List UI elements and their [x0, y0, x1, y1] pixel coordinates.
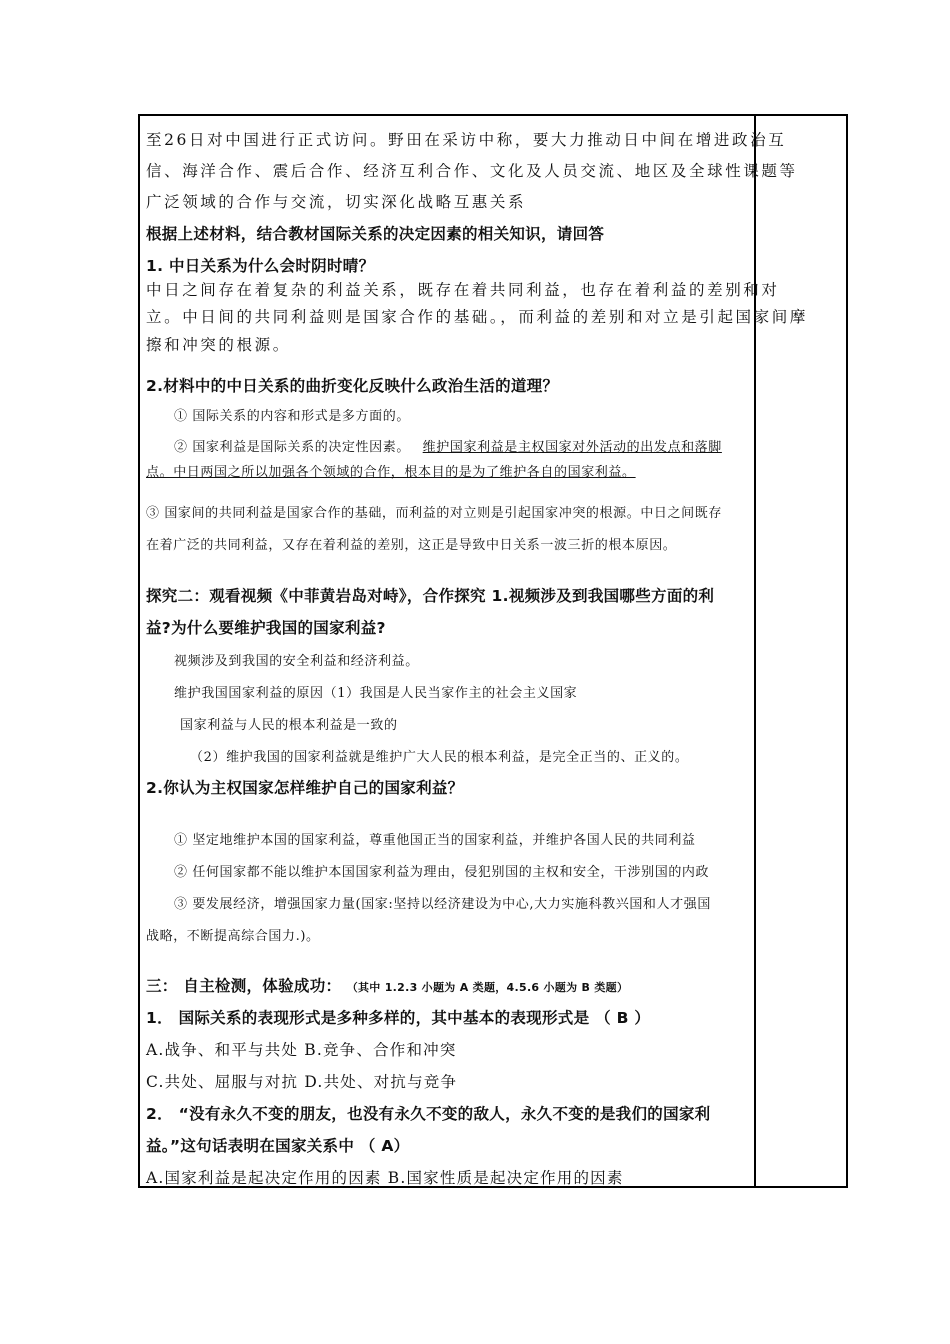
section-3-note: （其中 1.2.3 小题为 A 类题，4.5.6 小题为 B 类题）: [346, 981, 629, 994]
explore-2-title: 益?为什么要维护我国的国家利益?: [146, 619, 386, 637]
column-divider: [754, 114, 756, 1188]
answer-line: 立。中日间的共同利益则是国家合作的基础。，而利益的差别和对立是引起国家间摩: [146, 308, 808, 326]
question-1-title: 1. 中日关系为什么会时阴时晴？: [146, 257, 375, 275]
section-3-heading: 三： 自主检测，体验成功：: [146, 977, 342, 995]
section-3-heading-row: [146, 974, 628, 996]
intro-line: 信、海洋合作、震后合作、经济互利合作、文化及人员交流、地区及全球性课题等: [146, 162, 798, 180]
answer-line: 擦和冲突的根源。: [146, 336, 291, 354]
test-question-2: 2． “没有永久不变的朋友，也没有永久不变的敌人，永久不变的是我们的国家利: [146, 1105, 711, 1123]
point-line: 在着广泛的共同利益，又存在着利益的差别，这正是导致中日关系一波三折的根本原因。: [146, 538, 677, 553]
intro-line: 广泛领域的合作与交流，切实深化战略互惠关系: [146, 193, 527, 211]
answer-line: 维护我国国家利益的原因（1）我国是人民当家作主的社会主义国家: [174, 686, 578, 701]
point-line: ② 任何国家都不能以维护本国国家利益为理由，侵犯别国的主权和安全，干涉别国的内政: [174, 865, 710, 880]
answer-line: 国家利益与人民的根本利益是一致的: [180, 718, 398, 733]
point-line: ① 坚定地维护本国的国家利益，尊重他国正当的国家利益，并维护各国人民的共同利益: [174, 833, 696, 848]
prompt-heading: 根据上述材料，结合教材国际关系的决定因素的相关知识，请回答: [146, 225, 605, 243]
test-question-1: 1． 国际关系的表现形式是多种多样的，其中基本的表现形式是 （ B ）: [146, 1009, 651, 1027]
point-line: ① 国际关系的内容和形式是多方面的。: [174, 409, 410, 424]
option-line: A.战争、和平与共处 B.竞争、合作和冲突: [146, 1041, 457, 1059]
explore-2-title: 探究二：观看视频《中菲黄岩岛对峙》，合作探究 1.视频涉及到我国哪些方面的利: [146, 587, 715, 605]
intro-line: 至26日对中国进行正式访问。野田在采访中称，要大力推动日中间在增进政治互: [146, 131, 787, 149]
point-line: 战略，不断提高综合国力.)。: [146, 929, 320, 944]
point-line: [174, 436, 722, 455]
point-line: ③ 国家间的共同利益是国家合作的基础，而利益的对立则是引起国家冲突的根源。中日之间既存: [146, 506, 722, 521]
test-question-2: 益。”这句话表明在国家关系中 （ A）: [146, 1137, 410, 1155]
answer-line: 中日之间存在着复杂的利益关系，既存在着共同利益，也存在着利益的差别和对: [146, 281, 780, 299]
option-line: A.国家利益是起决定作用的因素 B.国家性质是起决定作用的因素: [146, 1169, 624, 1187]
point-text: ② 国家利益是国际关系的决定性因素。: [174, 440, 410, 455]
point-line: ③ 要发展经济，增强国家力量(国家:坚持以经济建设为中心,大力实施科教兴国和人才强国: [174, 897, 711, 912]
explore-2-question-2: 2.你认为主权国家怎样维护自己的国家利益？: [146, 779, 464, 797]
answer-line: （2）维护我国的国家利益就是维护广大人民的根本利益，是完全正当的、正义的。: [190, 750, 689, 765]
option-line: C.共处、屈服与对抗 D.共处、对抗与竞争: [146, 1073, 458, 1091]
underlined-text: 维护国家利益是主权国家对外活动的出发点和落脚: [422, 440, 722, 455]
question-2-title: 2.材料中的中日关系的曲折变化反映什么政治生活的道理？: [146, 377, 559, 395]
underlined-text: 点。中日两国之所以加强各个领域的合作，根本目的是为了维护各自的国家利益。: [146, 465, 636, 480]
answer-line: 视频涉及到我国的安全利益和经济利益。: [174, 654, 419, 669]
